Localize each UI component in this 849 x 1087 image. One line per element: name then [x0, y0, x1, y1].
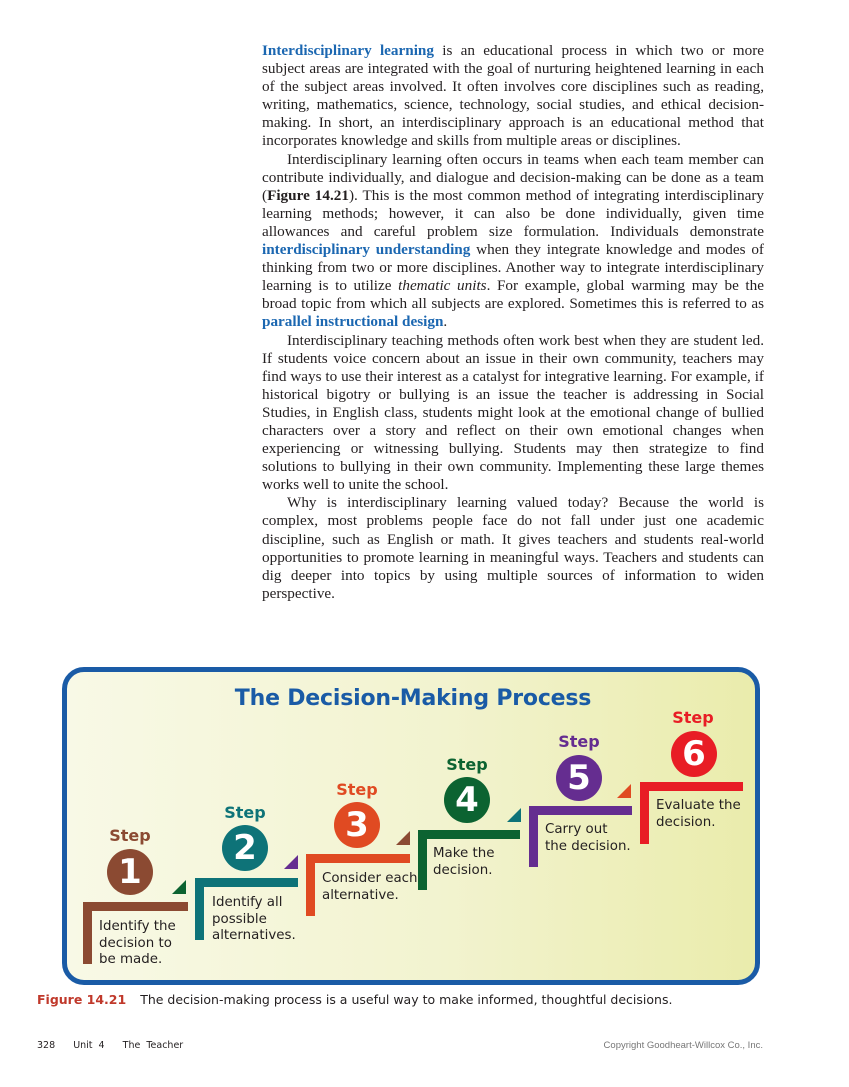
body-text — [262, 42, 764, 603]
step-1-stair-side — [83, 902, 92, 964]
step-1-number-icon: 1 — [107, 849, 153, 895]
step-5-number-icon: 5 — [556, 755, 602, 801]
paragraph-3: Interdisciplinary teaching methods often work best when they are student led. If students voice concern about an issue in their own community, teachers may find ways to use their interest as a catalyst for integrative learning. For example, if historical bigotry or bullying is an issue the teacher is addressing in Social Studies, in English class, students might look at the emotional change of bullied characters over a story and reflect on their own emotional changes when experiencing or witnessing bullying. Students may then strategize to find solutions to bullying in their own community. Implementing these large themes works well to unite the school. — [262, 331, 764, 494]
step-1-label: Step — [109, 826, 151, 845]
copyright-notice: Copyright Goodheart-Willcox Co., Inc. — [603, 1040, 763, 1051]
triangle-marker-icon — [507, 808, 521, 822]
triangle-marker-icon — [284, 855, 298, 869]
step-4-stair-top — [418, 830, 520, 839]
step-2-stair-top — [195, 878, 298, 887]
step-5-description: Carry out the decision. — [545, 822, 631, 854]
step-2-stair-side — [195, 878, 204, 940]
step-2-number-icon: 2 — [222, 825, 268, 871]
step-5-label: Step — [558, 732, 600, 751]
step-6-label: Step — [672, 708, 714, 727]
caption-text: The decision-making process is a useful way to make informed, thoughtful decisions. — [140, 992, 673, 1007]
step-5-stair-side — [529, 806, 538, 867]
step-6-number-icon: 6 — [671, 731, 717, 777]
step-5-stair-top — [529, 806, 632, 815]
triangle-marker-icon — [617, 784, 631, 798]
step-1-stair-top — [83, 902, 188, 911]
key-term-interdisciplinary-understanding: interdisciplinary understanding — [262, 241, 471, 259]
page-footer-info: 328 Unit 4 The Teacher — [37, 1040, 184, 1051]
paragraph-4: Why is interdisciplinary learning valued today? Because the world is complex, most problems people face do not fall under just one academic discipline, such as English or math. It gives teachers and students real-world opportunities to promote learning in meaningful ways. Teachers and students can dig deeper into topics by using multiple sources of information to widen perspective. — [262, 494, 764, 602]
triangle-marker-icon — [172, 880, 186, 894]
step-4-description: Make the decision. — [433, 846, 495, 878]
step-2-description: Identify all possible alternatives. — [212, 895, 296, 943]
step-3-stair-side — [306, 854, 315, 916]
step-3-label: Step — [336, 780, 378, 799]
step-3-number-icon: 3 — [334, 802, 380, 848]
step-6-stair-side — [640, 782, 649, 844]
figure-title: The Decision-Making Process — [234, 686, 592, 711]
step-6-stair-top — [640, 782, 743, 791]
step-4-number-icon: 4 — [444, 777, 490, 823]
paragraph-1: Interdisciplinary learning is an educational process in which two or more subject areas are integrated with the goal of nurturing heightened learning in each of the subject areas involved. It often involves core disciplines such as reading, writing, mathematics, science, technology, social studies, and ethical decision-making. In short, an interdisciplinary approach is an educational method that incorporates knowledge and skills from multiple areas or disciplines. — [262, 42, 764, 150]
step-3-description: Consider each alternative. — [322, 871, 418, 903]
step-2-label: Step — [224, 803, 266, 822]
step-3-stair-top — [306, 854, 410, 863]
figure-caption — [37, 992, 672, 1007]
italic-thematic-units: thematic units — [398, 277, 487, 295]
step-6-description: Evaluate the decision. — [656, 798, 741, 830]
key-term-parallel-instructional-design: parallel instructional design — [262, 313, 444, 331]
figure-number: Figure 14.21 — [37, 992, 127, 1007]
triangle-marker-icon — [396, 831, 410, 845]
step-1-description: Identify the decision to be made. — [99, 919, 176, 967]
paragraph-2: Interdisciplinary learning often occurs in teams when each team member can contribute individually, and dialogue and decision-making can be done as a team (Figure 14.21). This is the most common method of integrating interdisciplinary learning methods; however, it can also be done individually, given time allowances and careful problem size formulation. Individuals demonstrate interdisciplinary understanding when they integrate knowledge and modes of thinking from two or more disciplines. Another way to integrate interdisciplinary learning is to utilize thematic units. For example, global warming may be the broad topic from which all subjects are explored. Sometimes this is referred to as parallel instructional design. — [262, 150, 764, 331]
step-4-label: Step — [446, 755, 488, 774]
figure-reference: Figure 14.21 — [267, 186, 349, 204]
key-term-interdisciplinary-learning: Interdisciplinary learning — [262, 42, 434, 59]
step-4-stair-side — [418, 830, 427, 890]
